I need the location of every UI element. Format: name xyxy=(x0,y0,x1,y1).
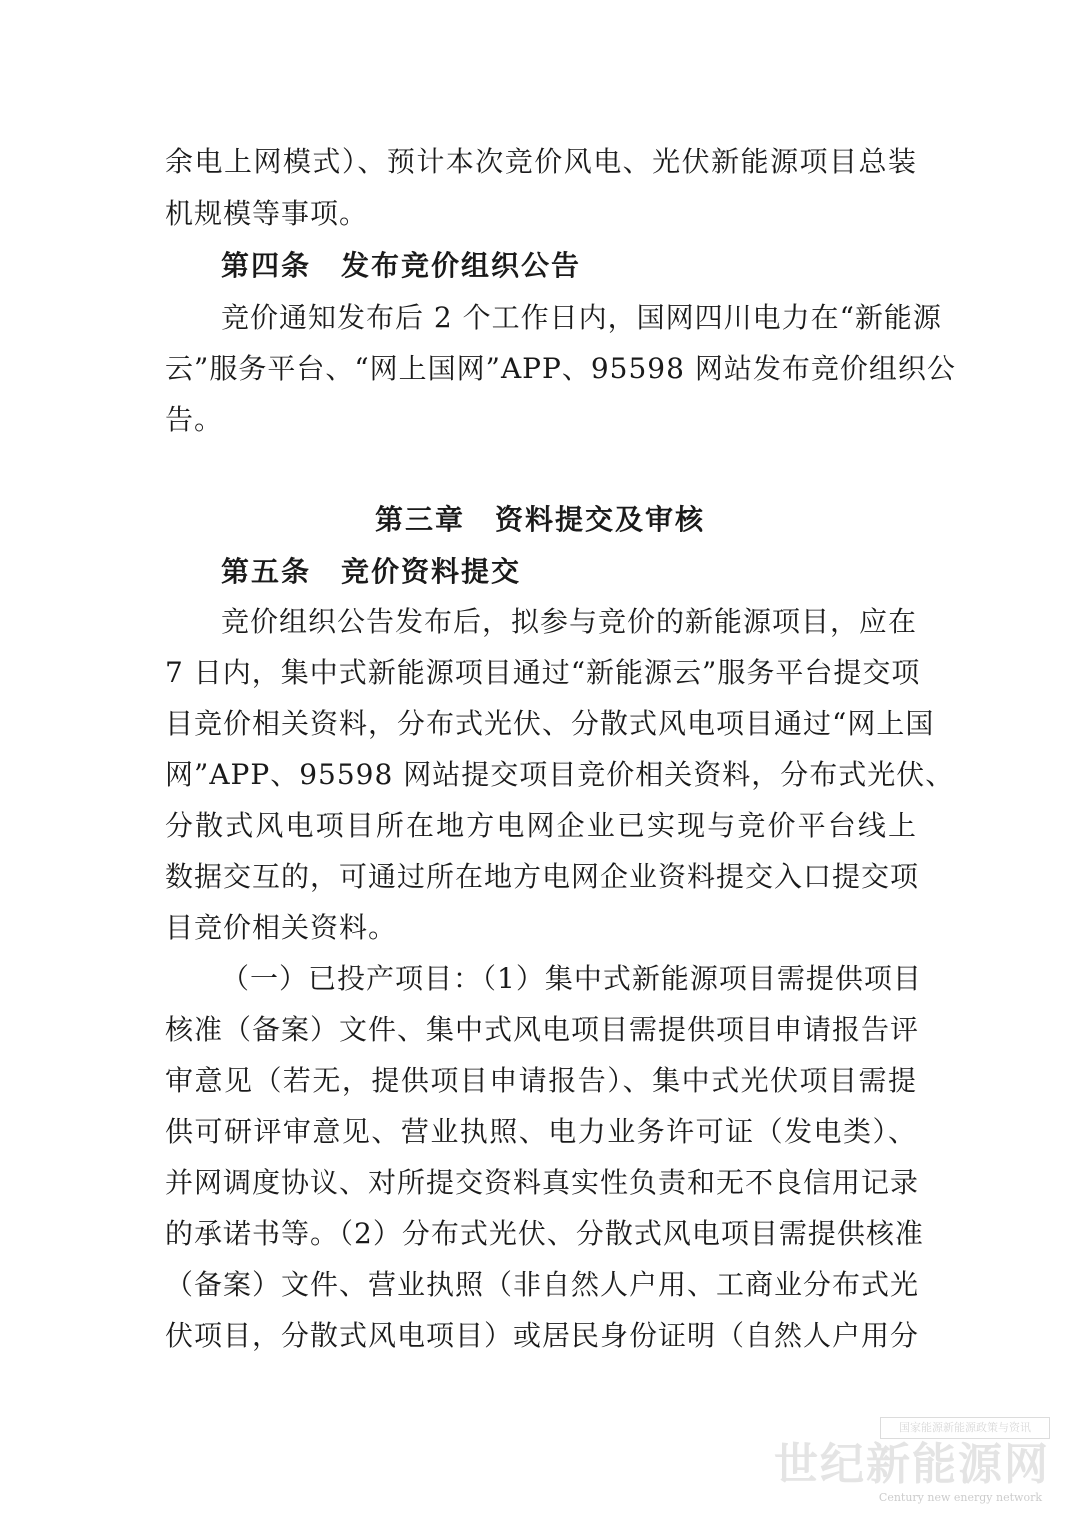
paragraph-line: 云”服务平台、“网上国网”APP、95598 网站发布竞价组织公 xyxy=(165,352,956,385)
paragraph-line: 机规模等事项。 xyxy=(165,197,369,230)
paragraph-line: 告。 xyxy=(165,403,224,436)
watermark-english: Century new energy network xyxy=(878,1491,1042,1504)
paragraph-line: 竞价组织公告发布后，拟参与竞价的新能源项目，应在 xyxy=(221,605,918,638)
paragraph-line: 余电上网模式）、预计本次竞价风电、光伏新能源项目总装 xyxy=(165,145,917,178)
watermark-logo-text: 世纪新能源网 xyxy=(774,1439,1050,1490)
paragraph-line: 的承诺书等。（2）分布式光伏、分散式风电项目需提供核准 xyxy=(165,1217,924,1250)
paragraph-line: 核准（备案）文件、集中式风电项目需提供项目申请报告评 xyxy=(165,1013,920,1046)
chapter-number: 第三章 xyxy=(374,503,465,536)
paragraph-line: 供可研评审意见、营业执照、电力业务许可证（发电类）、 xyxy=(165,1115,917,1148)
paragraph-line: 7 日内，集中式新能源项目通过“新能源云”服务平台提交项 xyxy=(165,656,921,689)
article-number: 第四条 xyxy=(221,249,312,282)
paragraph-line: 目竞价相关资料。 xyxy=(165,911,398,944)
paragraph-line: 目竞价相关资料，分布式光伏、分散式风电项目通过“网上国 xyxy=(165,707,935,740)
watermark xyxy=(774,1417,1050,1517)
article-number: 第五条 xyxy=(221,555,312,588)
article-title: 发布竞价组织公告 xyxy=(341,249,582,282)
paragraph-line: （一）已投产项目：（1）集中式新能源项目需提供项目 xyxy=(221,962,922,995)
paragraph-line: 分散式风电项目所在地方电网企业已实现与竞价平台线上 xyxy=(165,809,917,842)
article-title: 竞价资料提交 xyxy=(341,555,522,588)
paragraph-line: 审意见（若无，提供项目申请报告）、集中式光伏项目需提 xyxy=(165,1064,917,1097)
article-5-heading xyxy=(221,554,521,590)
article-4-heading xyxy=(221,248,581,284)
chapter-3-title xyxy=(0,502,1080,538)
paragraph-line: 并网调度协议、对所提交资料真实性负责和无不良信用记录 xyxy=(165,1166,920,1199)
paragraph-line: 伏项目，分散式风电项目）或居民身份证明（自然人户用分 xyxy=(165,1319,920,1352)
paragraph-line: （备案）文件、营业执照（非自然人户用、工商业分布式光 xyxy=(165,1268,920,1301)
paragraph-line: 竞价通知发布后 2 个工作日内，国网四川电力在“新能源 xyxy=(221,301,942,334)
chapter-title: 资料提交及审核 xyxy=(495,503,706,536)
paragraph-line: 数据交互的，可通过所在地方电网企业资料提交入口提交项 xyxy=(165,860,920,893)
watermark-tagline: 国家能源新能源政策与资讯 xyxy=(880,1417,1050,1439)
paragraph-line: 网”APP、95598 网站提交项目竞价相关资料，分布式光伏、 xyxy=(165,758,955,791)
